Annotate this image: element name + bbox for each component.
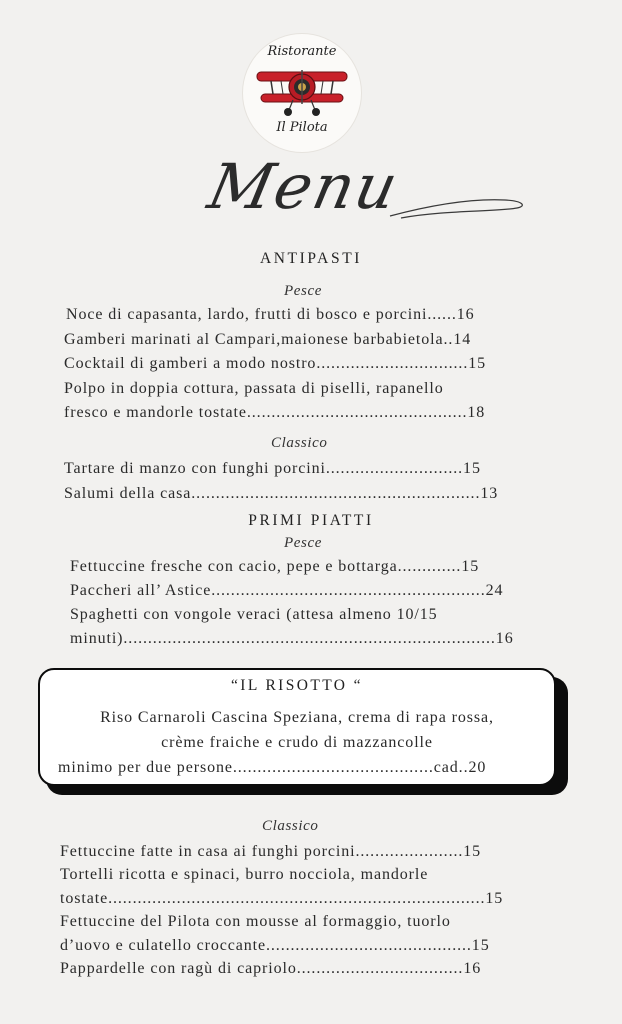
menu-item: Polpo in doppia cottura, passata di piselli, rapanello [64, 380, 444, 397]
menu-item: Spaghetti con vongole veraci (attesa almeno 10/15 [70, 606, 438, 623]
primi-classico-label: Classico [262, 818, 319, 834]
restaurant-logo [243, 34, 361, 152]
antipasti-classico-label: Classico [271, 435, 328, 451]
menu-item: minuti)............................................................................16 [70, 630, 514, 647]
menu-item: Fettuccine fatte in casa ai funghi porcini......................15 [60, 843, 482, 860]
risotto-line-2: crème fraiche e crudo di mazzancolle [161, 734, 433, 751]
menu-item: Tortelli ricotta e spinaci, burro nocciola, mandorle [60, 866, 429, 883]
menu-item: tostate.............................................................................15 [60, 890, 504, 907]
risotto-line-1: Riso Carnaroli Cascina Speziana, crema di rapa rossa, [100, 709, 494, 726]
menu-item: fresco e mandorle tostate.............................................18 [64, 404, 486, 421]
primi-pesce-label: Pesce [284, 535, 322, 551]
menu-item: Cocktail di gamberi a modo nostro...............................15 [64, 355, 487, 372]
logo-text-bottom: Il Pilota [276, 120, 328, 135]
menu-item: Fettuccine fresche con cacio, pepe e bottarga.............15 [70, 558, 480, 575]
menu-item: Pappardelle con ragù di capriolo..................................16 [60, 960, 482, 977]
menu-item: Fettuccine del Pilota con mousse al formaggio, tuorlo [60, 913, 451, 930]
menu-item: Salumi della casa...........................................................13 [64, 485, 499, 502]
menu-item: Gamberi marinati al Campari,maionese barbabietola..14 [64, 331, 472, 348]
antipasti-heading: ANTIPASTI [259, 250, 363, 267]
menu-title: Menu [202, 150, 406, 223]
antipasti-pesce-label: Pesce [284, 283, 322, 299]
menu-item: Tartare di manzo con funghi porcini............................15 [64, 460, 481, 477]
title-flourish-icon [205, 150, 535, 230]
menu-item: Paccheri all’ Astice........................................................24 [70, 582, 504, 599]
risotto-heading: “IL RISOTTO “ [231, 677, 363, 694]
risotto-line-3: minimo per due persone.........................................cad..20 [58, 759, 487, 776]
primi-heading: PRIMI PIATTI [248, 512, 374, 529]
logo-text-top: Ristorante [267, 44, 337, 59]
menu-item: d’uovo e culatello croccante..........................................15 [60, 937, 490, 954]
menu-item: Noce di capasanta, lardo, frutti di bosco e porcini......16 [66, 306, 475, 323]
